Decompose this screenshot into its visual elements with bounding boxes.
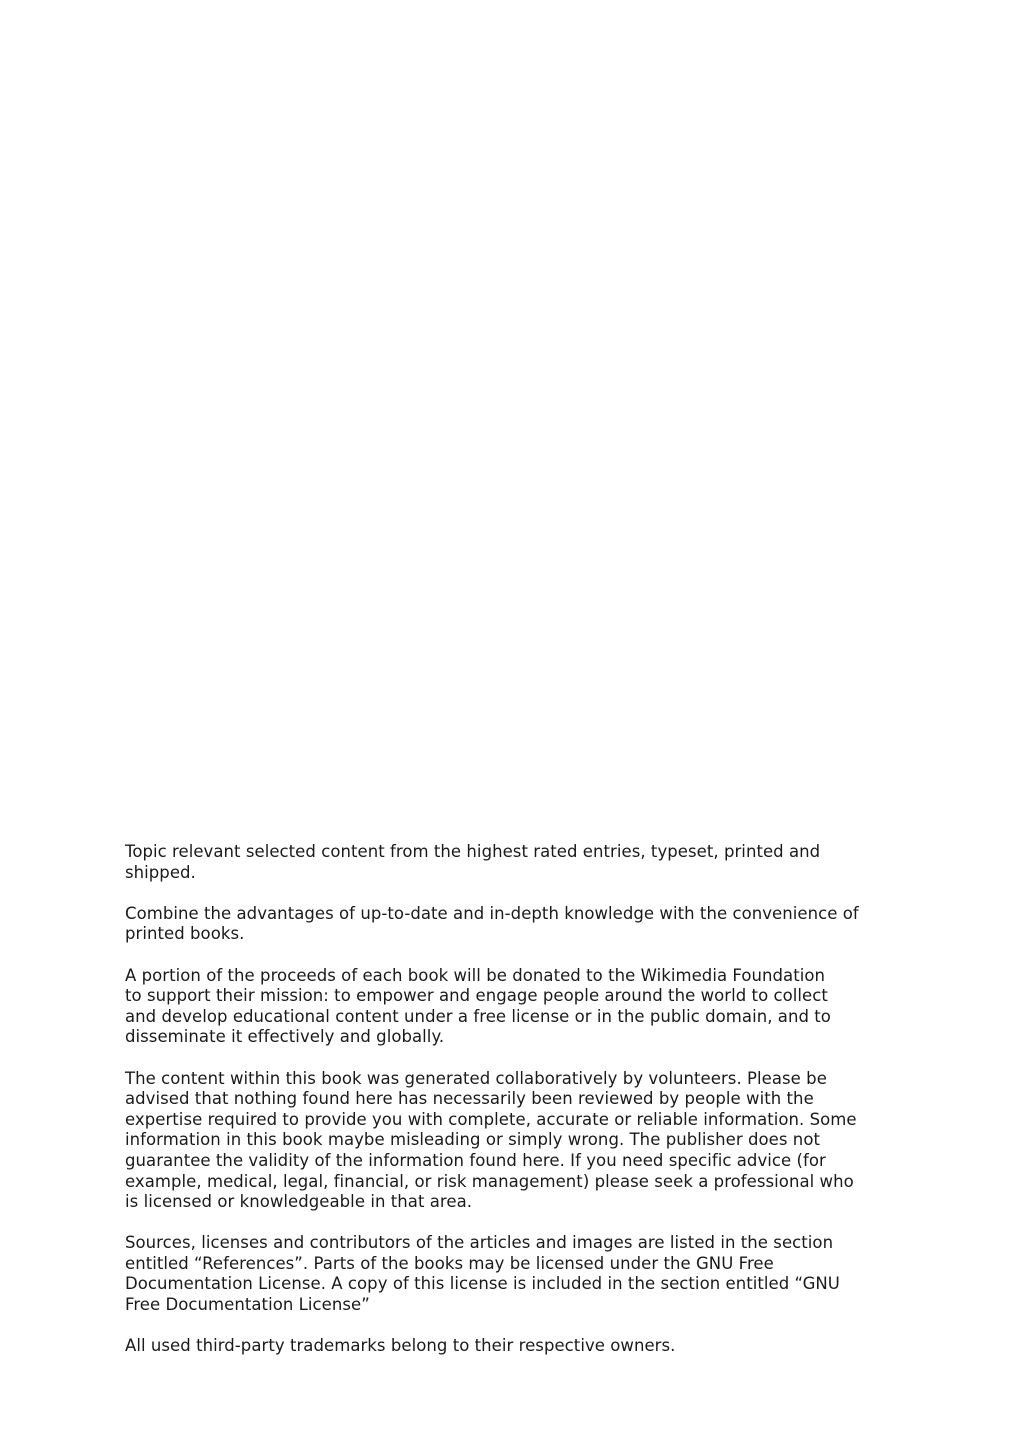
text-line: example, medical, legal, financial, or risk management) please seek a professional who bbox=[125, 1171, 854, 1191]
text-line: Combine the advantages of up-to-date and in-depth knowledge with the convenience of bbox=[125, 903, 859, 923]
paragraph-selected-content bbox=[125, 842, 905, 883]
paragraph-disclaimer bbox=[125, 1069, 905, 1213]
text-line: The content within this book was generated collaboratively by volunteers. Please be bbox=[125, 1068, 827, 1088]
text-line: disseminate it effectively and globally. bbox=[125, 1027, 445, 1047]
text-line: expertise required to provide you with complete, accurate or reliable information. Some bbox=[125, 1109, 857, 1129]
paragraph-advantages bbox=[125, 904, 905, 945]
text-line: All used third-party trademarks belong to their respective owners. bbox=[125, 1336, 676, 1356]
paragraph-wikimedia-donation bbox=[125, 966, 905, 1048]
text-line: Topic relevant selected content from the highest rated entries, typeset, printed and bbox=[125, 842, 821, 861]
text-line: Free Documentation License” bbox=[125, 1295, 370, 1315]
text-line: and develop educational content under a free license or in the public domain, and to bbox=[125, 1006, 831, 1026]
text-line: advised that nothing found here has necessarily been reviewed by people with the bbox=[125, 1089, 814, 1109]
text-line: Sources, licenses and contributors of the articles and images are listed in the section bbox=[125, 1233, 834, 1253]
text-line: shipped. bbox=[125, 862, 196, 882]
text-line: to support their mission: to empower and engage people around the world to collect bbox=[125, 986, 828, 1006]
text-line: is licensed or knowledgeable in that area. bbox=[125, 1192, 473, 1212]
text-line: printed books. bbox=[125, 924, 245, 944]
text-line: information in this book maybe misleading or simply wrong. The publisher does not bbox=[125, 1130, 820, 1150]
paragraph-trademarks bbox=[125, 1336, 905, 1357]
publisher-notice bbox=[125, 842, 905, 1377]
text-line: Documentation License. A copy of this license is included in the section entitled “GNU bbox=[125, 1274, 840, 1294]
text-line: guarantee the validity of the information found here. If you need specific advice (for bbox=[125, 1150, 826, 1170]
text-line: A portion of the proceeds of each book will be donated to the Wikimedia Foundation bbox=[125, 965, 826, 985]
paragraph-sources-licenses bbox=[125, 1233, 905, 1315]
text-line: entitled “References”. Parts of the books may be licensed under the GNU Free bbox=[125, 1253, 774, 1273]
